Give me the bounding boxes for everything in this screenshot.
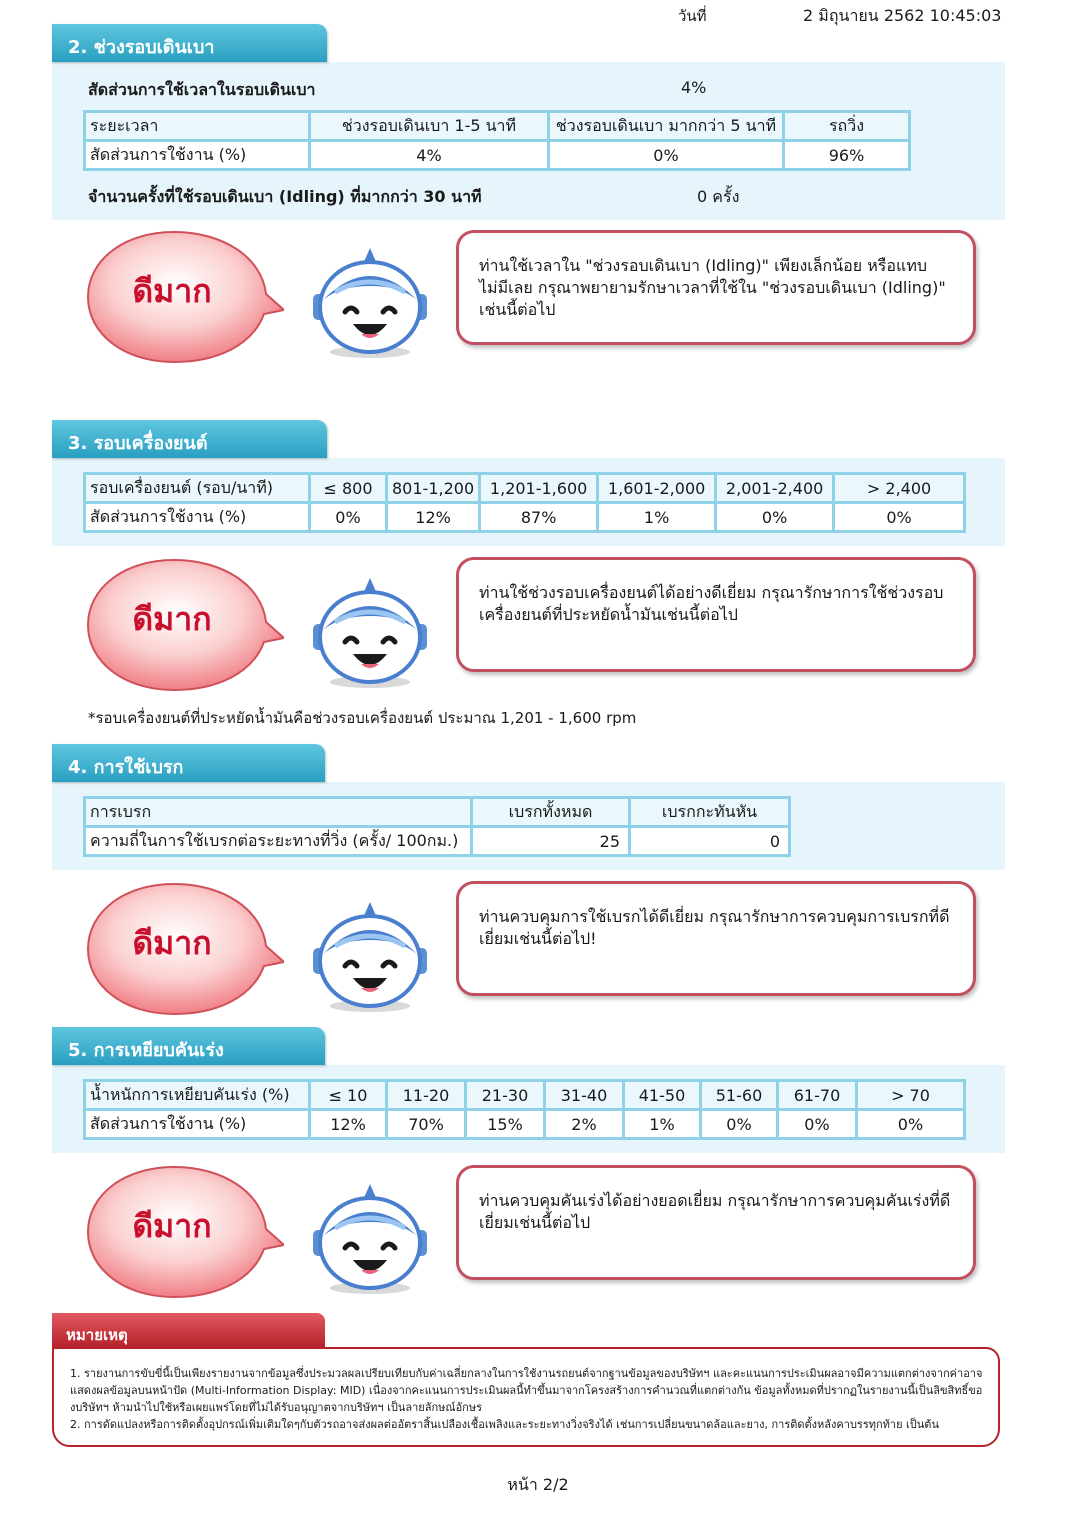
throttle-value-3: 15% xyxy=(467,1111,543,1137)
idling-value-over-5: 0% xyxy=(550,142,782,168)
date-value: 2 มิถุนายน 2562 10:45:03 xyxy=(803,6,1002,25)
robot-mascot-icon xyxy=(305,1178,435,1298)
brake-header-total: เบรกทั้งหมด xyxy=(473,799,628,825)
rpm-table xyxy=(83,472,966,533)
throttle-value-6: 0% xyxy=(702,1111,776,1137)
rpm-value-6: 0% xyxy=(835,504,963,530)
idling-header-1-5: ช่วงรอบเดินเบา 1-5 นาที xyxy=(311,113,547,139)
rating-text-idling: ดีมาก xyxy=(132,272,212,310)
rpm-header-4: 1,601-2,000 xyxy=(599,475,714,501)
note-item-2: 2. การดัดแปลงหรือการติดตั้งอุปกรณ์เพิ่มเติมใดๆกับตัวรถอาจส่งผลต่ออัตราสิ้นเปลืองเชื้อเพลิงและระยะทางวิ่งจริงได้ เช่นการเปลี่ยนขนาดล้อและยาง, การติดตั้งหลังคาบรรทุกท้าย เป็นต้น xyxy=(70,1418,939,1431)
rating-text-brake: ดีมาก xyxy=(132,924,212,962)
comment-throttle: ท่านควบคุมคันเร่งได้อย่างยอดเยี่ยม กรุณารักษาการควบคุมคันเร่งที่ดีเยี่ยมเช่นนี้ต่อไป xyxy=(456,1165,976,1280)
idling-value-driving: 96% xyxy=(785,142,908,168)
throttle-header-2: 11-20 xyxy=(388,1082,464,1108)
brake-table xyxy=(83,796,791,857)
rpm-value-4: 1% xyxy=(599,504,714,530)
throttle-header-3: 21-30 xyxy=(467,1082,543,1108)
notes-box xyxy=(52,1347,1000,1447)
rpm-header-1: ≤ 800 xyxy=(311,475,385,501)
rating-text-rpm: ดีมาก xyxy=(132,600,212,638)
rpm-value-1: 0% xyxy=(311,504,385,530)
note-item-1: 1. รายงานการขับขี่นี้เป็นเพียงรายงานจากข้อมูลซึ่งประมวลผลเปรียบเทียบกับค่าเฉลี่ยกลางในการใช้งานรถยนต์จากฐานข้อมูลของบริษัทฯ และคะแนนการประเมินผลอาจมีความแตกต่างจากค่าอาจแสดงผลข้อมูลบนหน้าปัด (Multi-Information Display: MID) เนื่องจากคะแนนการประเมินผลนี้ทำขึ้นมาจากโครงสร้างการคำนวณที่แตกต่างกัน ข้อมูลทั้งหมดที่ปรากฏในรายงานนี้เป็นลิขสิทธิ์ของบริษัทฯ ห้ามนำไปใช้หรือเผยแพร่โดยที่ไม่ได้รับอนุญาตจากบริษัทฯ เป็นลายลักษณ์อักษร xyxy=(70,1367,983,1414)
throttle-row-label: สัดส่วนการใช้งาน (%) xyxy=(86,1111,308,1137)
idling-ratio-value: 4% xyxy=(681,78,707,97)
page-number: หน้า 2/2 xyxy=(507,1475,569,1494)
idling-ratio-label: สัดส่วนการใช้เวลาในรอบเดินเบา xyxy=(88,80,316,99)
throttle-header-8: > 70 xyxy=(858,1082,963,1108)
throttle-value-5: 1% xyxy=(625,1111,699,1137)
brake-row-label: ความถี่ในการใช้เบรกต่อระยะทางที่วิ่ง (ครั้ง/ 100กม.) xyxy=(86,828,470,854)
rpm-footnote: *รอบเครื่องยนต์ที่ประหยัดน้ำมันคือช่วงรอบเครื่องยนต์ ประมาณ 1,201 - 1,600 rpm xyxy=(88,709,637,727)
rpm-header-2: 801-1,200 xyxy=(388,475,478,501)
throttle-header-5: 41-50 xyxy=(625,1082,699,1108)
rating-bubble-rpm xyxy=(84,556,284,696)
brake-header-label: การเบรก xyxy=(86,799,470,825)
notes-title: หมายเหตุ xyxy=(52,1313,325,1347)
throttle-value-1: 12% xyxy=(311,1111,385,1137)
rpm-row-label: สัดส่วนการใช้งาน (%) xyxy=(86,504,308,530)
idling-header-over-5: ช่วงรอบเดินเบา มากกว่า 5 นาที xyxy=(550,113,782,139)
rating-bubble-idling xyxy=(84,228,284,368)
robot-mascot-icon xyxy=(305,572,435,692)
robot-mascot-icon xyxy=(305,242,435,362)
throttle-value-8: 0% xyxy=(858,1111,963,1137)
idling-count-label: จำนวนครั้งที่ใช้รอบเดินเบา (Idling) ที่มากกว่า 30 นาที xyxy=(88,187,482,206)
section-title-throttle: 5. การเหยียบคันเร่ง xyxy=(52,1027,325,1065)
throttle-header-4: 31-40 xyxy=(546,1082,622,1108)
throttle-header-6: 51-60 xyxy=(702,1082,776,1108)
comment-idling: ท่านใช้เวลาใน "ช่วงรอบเดินเบา (Idling)" เพียงเล็กน้อย หรือแทบไม่มีเลย กรุณาพยายามรักษาเวลาที่ใช้ใน "ช่วงรอบเดินเบา (Idling)" เช่นนี้ต่อไป xyxy=(456,230,976,345)
idling-count-value: 0 ครั้ง xyxy=(697,187,740,206)
throttle-header-1: ≤ 10 xyxy=(311,1082,385,1108)
idling-header-period: ระยะเวลา xyxy=(86,113,308,139)
brake-value-sudden: 0 xyxy=(631,828,788,854)
rating-bubble-brake xyxy=(84,880,284,1020)
section-title-brake: 4. การใช้เบรก xyxy=(52,744,325,782)
idling-table xyxy=(83,110,911,171)
throttle-value-2: 70% xyxy=(388,1111,464,1137)
throttle-value-7: 0% xyxy=(779,1111,855,1137)
comment-rpm: ท่านใช้ช่วงรอบเครื่องยนต์ได้อย่างดีเยี่ยม กรุณารักษาการใช้ช่วงรอบเครื่องยนต์ที่ประหยัดน้ำมันเช่นนี้ต่อไป xyxy=(456,557,976,672)
throttle-header-7: 61-70 xyxy=(779,1082,855,1108)
brake-value-total: 25 xyxy=(473,828,628,854)
rpm-value-2: 12% xyxy=(388,504,478,530)
rpm-value-3: 87% xyxy=(481,504,596,530)
rpm-value-5: 0% xyxy=(717,504,832,530)
idling-row-label: สัดส่วนการใช้งาน (%) xyxy=(86,142,308,168)
rating-bubble-throttle xyxy=(84,1163,284,1303)
throttle-table xyxy=(83,1079,966,1140)
rpm-header-label: รอบเครื่องยนต์ (รอบ/นาที) xyxy=(86,475,308,501)
brake-header-sudden: เบรกกะทันหัน xyxy=(631,799,788,825)
rating-text-throttle: ดีมาก xyxy=(132,1207,212,1245)
section-title-rpm: 3. รอบเครื่องยนต์ xyxy=(52,420,327,458)
robot-mascot-icon xyxy=(305,896,435,1016)
rpm-header-5: 2,001-2,400 xyxy=(717,475,832,501)
throttle-value-4: 2% xyxy=(546,1111,622,1137)
throttle-header-label: น้ำหนักการเหยียบคันเร่ง (%) xyxy=(86,1082,308,1108)
comment-brake: ท่านควบคุมการใช้เบรกได้ดีเยี่ยม กรุณารักษาการควบคุมการเบรกที่ดีเยี่ยมเช่นนี้ต่อไป! xyxy=(456,881,976,996)
rpm-header-3: 1,201-1,600 xyxy=(481,475,596,501)
date-label: วันที่ xyxy=(678,7,707,25)
idling-value-1-5: 4% xyxy=(311,142,547,168)
rpm-header-6: > 2,400 xyxy=(835,475,963,501)
section-title-idling: 2. ช่วงรอบเดินเบา xyxy=(52,24,327,62)
idling-header-driving: รถวิ่ง xyxy=(785,113,908,139)
